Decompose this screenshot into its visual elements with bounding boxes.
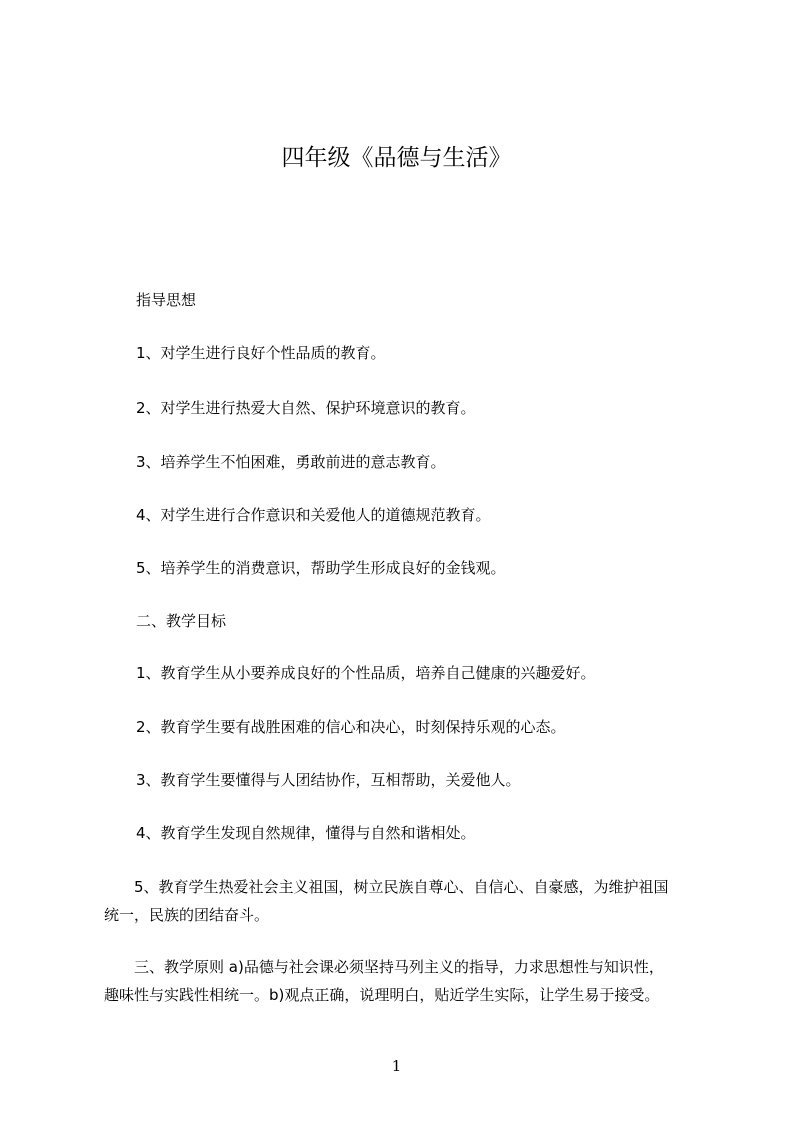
paragraph-line: 趣味性与实践性相统一。b)观点正确，说理明白，贴近学生实际，让学生易于接受。 <box>104 986 660 1004</box>
section-heading-guiding: 指导思想 <box>136 291 197 309</box>
list-item: 3、培养学生不怕困难，勇敢前进的意志教育。 <box>136 453 446 471</box>
paragraph-line: 统一，民族的团结奋斗。 <box>104 906 270 924</box>
list-item: 4、教育学生发现自然规律，懂得与自然和谐相处。 <box>136 824 476 842</box>
list-item: 2、对学生进行热爱大自然、保护环境意识的教育。 <box>136 399 476 417</box>
list-item: 1、教育学生从小要养成良好的个性品质，培养自己健康的兴趣爱好。 <box>136 664 596 682</box>
paragraph-line: 三、教学原则 a)品德与社会课必须坚持马列主义的指导，力求思想性与知识性， <box>134 958 664 976</box>
document-title: 四年级《品德与生活》 <box>281 145 512 171</box>
list-item: 5、培养学生的消费意识，帮助学生形成良好的金钱观。 <box>136 559 506 577</box>
list-item: 1、对学生进行良好个性品质的教育。 <box>136 344 386 362</box>
paragraph-line: 5、教育学生热爱社会主义祖国，树立民族自尊心、自信心、自豪感，为维护祖国 <box>134 878 669 896</box>
goal-5-paragraph <box>104 873 704 929</box>
page-number: 1 <box>391 1057 402 1075</box>
list-item: 3、教育学生要懂得与人团结协作，互相帮助，关爱他人。 <box>136 771 521 789</box>
principles-paragraph <box>104 953 704 1009</box>
list-item: 4、对学生进行合作意识和关爱他人的道德规范教育。 <box>136 506 491 524</box>
list-item: 2、教育学生要有战胜困难的信心和决心，时刻保持乐观的心态。 <box>136 718 566 736</box>
section-heading-goals: 二、教学目标 <box>136 612 227 630</box>
